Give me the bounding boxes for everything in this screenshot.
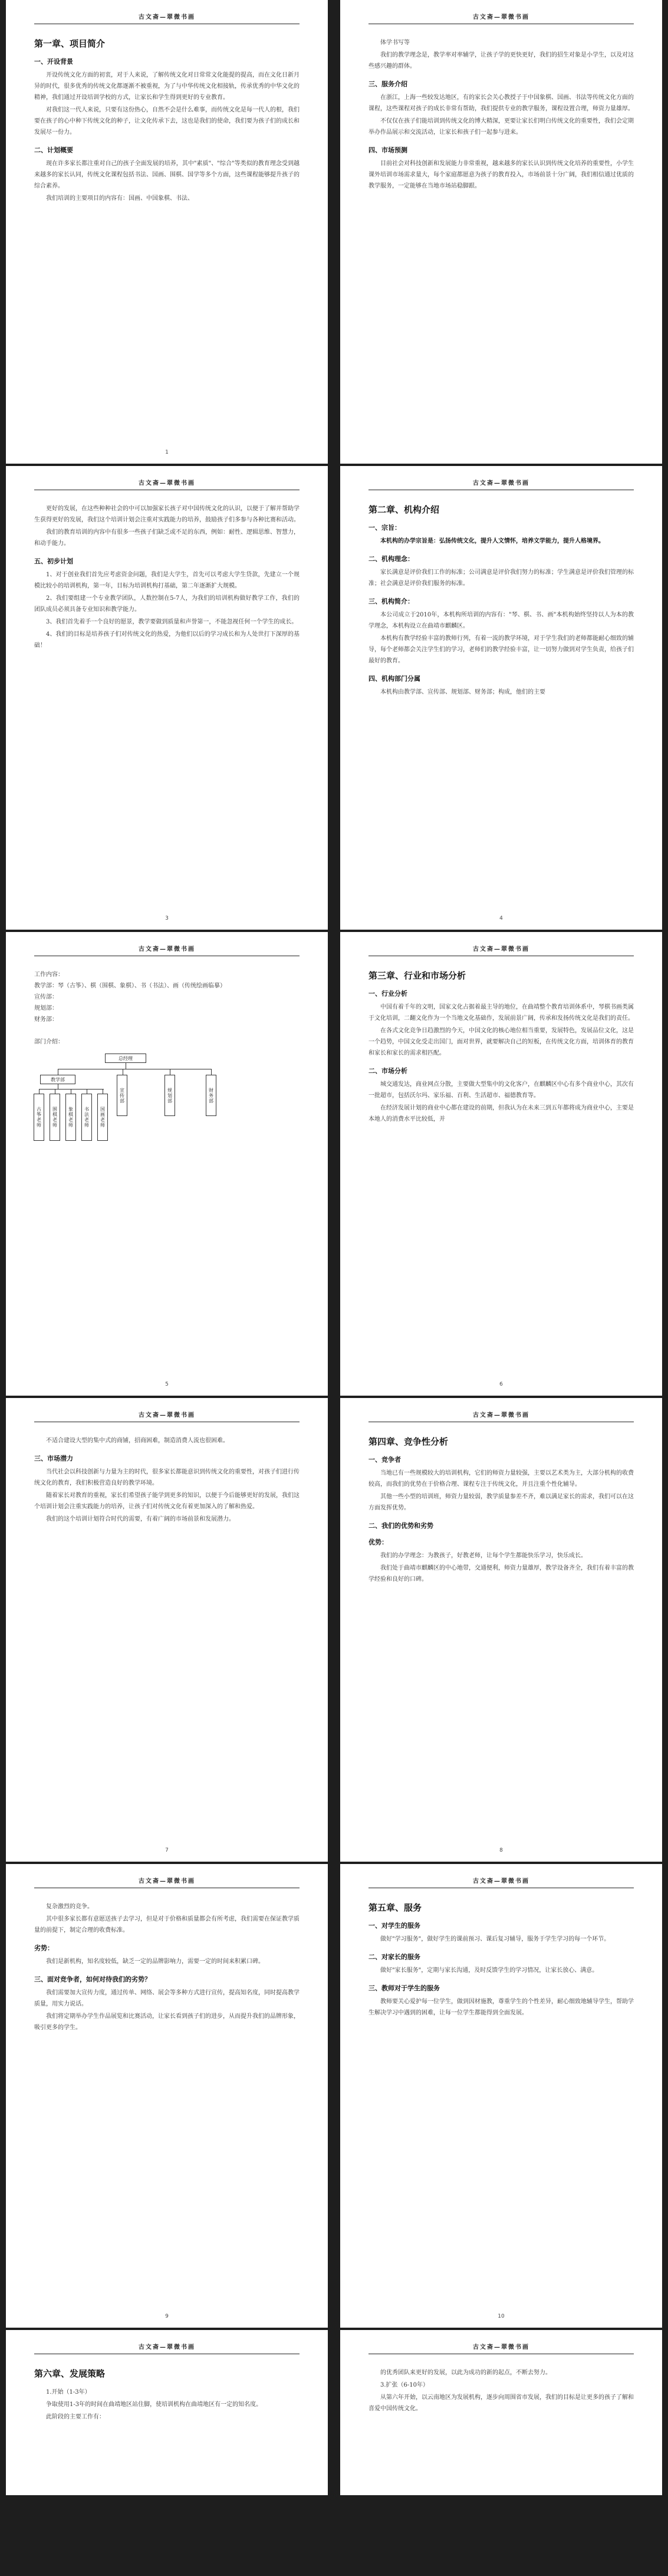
page-number: 10: [498, 2314, 505, 2319]
paragraph: 此阶段的主要工作有：: [46, 2414, 105, 2420]
paragraph: 我们将定期举办学生作品展览和比赛活动，让家长看到孩子们的进步，从而提升我们的品牌形象，吸引更多的学生。: [34, 2013, 300, 2031]
section-heading: 一、行业分析: [368, 990, 407, 997]
paragraph: 更好的发展，在这些种种社会的中可以加强家长孩子对中国传统文化的认识，以便于了解并帮助学生获得更好的发展，我们这个培训计划会注重对实践能力的培养，鼓励孩子们多参与各种比赛和活动。: [34, 506, 300, 523]
org-connector: [211, 1069, 212, 1075]
section-heading: 一、宗旨：: [368, 524, 401, 531]
section-heading: 五、初步计划: [34, 557, 73, 565]
text-line: 部门介绍：: [34, 1039, 64, 1045]
org-node: 古筝老师: [34, 1094, 44, 1141]
paragraph: 1、对于创业我们首先应考虑资金问题，我们是大学生，首先可以考虑大学生贷款，先建立一个规模比较小的培训机构，第一年，目标为培训机构打基础，第二年逐渐扩大规模。: [34, 572, 300, 589]
paragraph: 4、我们的目标是培养孩子们对传统文化的热爱，为他们以后的学习成长和为人处世打下深厚的基础！: [34, 631, 300, 649]
section-heading: 一、竞争者: [368, 1456, 401, 1463]
page-header: 古文斋—翠微书画: [368, 2342, 634, 2354]
text-line: 规划部：: [34, 1005, 58, 1012]
document-page: [6, 932, 328, 1396]
section-heading: 三、教师对于学生的服务: [368, 1984, 440, 1992]
paragraph: 教师要关心爱护每一位学生，做到因材施教，尊重学生的个性差异，耐心细致地辅导学生，帮助学生解决学习中遇到的困难，让每一位学生都能得到全面发展。: [368, 1999, 634, 2016]
chapter-title: 第一章、项目简介: [34, 38, 106, 49]
paragraph: 在各式文化竞争日趋激烈的今天，中国文化的核心地位相当重要，发展特色，发展品位文化，这是一个趋势，中国文化受走出国门，面对世界，就要解决自己的短板，在传统文化方面，培训体育的教育和家长和家长的需求相匹配。: [368, 1028, 634, 1056]
page-header: 古文斋—翠微书画: [34, 1876, 300, 1888]
section-heading: 二、计划概要: [34, 146, 73, 154]
paragraph: 做好"学习服务"，做好学生的课前预习、课后复习辅导，服务于学生学习的每一个环节。: [380, 1936, 610, 1942]
chapter-title: 第五章、服务: [368, 1902, 422, 1913]
page-header: 古文斋—翠微书画: [368, 1410, 634, 1422]
chapter-title: 第二章、机构介绍: [368, 504, 440, 515]
document-page: [340, 1398, 662, 1862]
paragraph: 在浙江，上海一些较发达地区，有的家长会关心教授子于中国象棋、国画、书法等传统文化方面的课程，这些课程对孩子的成长非常有帮助，我们提供专业的教学服务，课程设置合理，师资力量雄厚。: [368, 94, 634, 112]
text-line: 工作内容：: [34, 972, 64, 978]
paragraph: 做好"家长服务"，定期与家长沟通，及时反馈学生的学习情况，让家长放心、满意。: [380, 1967, 598, 1974]
section-heading: 优势：: [368, 1538, 388, 1546]
paragraph: 其中很多家长都有意愿送孩子去学习，但是对于价格和质量都会有所考虑，我们需要在保证教学质量的前提下，制定合理的收费标准。: [34, 1916, 300, 1934]
paragraph: 城交通发达，商业网点分散，主要做大型集中的文化客户，在麒麟区中心有多个商业中心，其次有一批超市，包括沃尔玛、家乐福、百利、生活超市、福德教育等。: [368, 1081, 634, 1099]
org-node: 教学部: [40, 1075, 75, 1084]
org-node: 宣传部: [117, 1075, 127, 1116]
section-heading: 三、机构简介：: [368, 598, 414, 605]
chapter-title: 第四章、竞争性分析: [368, 1436, 449, 1447]
org-node: 国画老师: [97, 1094, 108, 1141]
section-heading: 三、市场潜力: [34, 1455, 73, 1462]
page-header: 古文斋—翠微书画: [368, 1876, 634, 1888]
paragraph: 的优秀团队来更好的发展，以此为成功的新的起点，不断去努力。: [380, 2370, 551, 2376]
page-number: 8: [499, 1847, 503, 1853]
paragraph: 现在许多家长都注重对自己的孩子全面发展的培养，其中"素质"、"综合"等类似的教育理念受到越来越多的家长认同，传统文化课程包括书法、国画、围棋、国学等多个方面，这些课程能够提升孩子的综合素养。: [34, 160, 300, 189]
text-line: 教学部：琴（古筝）、棋（围棋、象棋）、书（书法）、画（传统绘画临摹）: [34, 983, 226, 989]
paragraph: 当代社会以科技创新与力量为主的时代，很多家长都能意识到传统文化的重要性，对孩子们进行传统文化的教育，我们积极营造良好的教学环境。: [34, 1469, 300, 1486]
paragraph: 3.扩张（6-10年）: [380, 2382, 429, 2388]
text-line: 宣传部：: [34, 994, 58, 1000]
page-header: 古文斋—翠微书画: [368, 944, 634, 956]
paragraph: 对我们这一代人来说，只要有这份热心，自然不会是什么难事，而传统文化是每一代人的根，我们要在孩子的心中种下传统文化的种子，让文化传承下去，这也是我们的使命，我们要为孩子们的成长和发展尽一份力。: [34, 107, 300, 136]
paragraph: 我们的这个培训计划符合时代的需要，有着广阔的市场前景和发展潜力。: [46, 1516, 235, 1522]
chapter-title: 第三章、行业和市场分析: [368, 970, 466, 981]
org-chart: [34, 1051, 235, 1169]
text-line: [34, 1025, 300, 1036]
paragraph: 争取使用1-3年的时间在曲靖地区站住脚，使培训机构在曲靖地区有一定的知名度。: [46, 2401, 262, 2408]
document-page: [6, 1398, 328, 1862]
document-page: [340, 466, 662, 930]
page-header: 古文斋—翠微书画: [368, 12, 634, 24]
document-page: [6, 466, 328, 930]
section-heading: 二、对家长的服务: [368, 1953, 420, 1961]
document-page: [6, 2330, 328, 2495]
page-number: 3: [165, 915, 169, 921]
paragraph: 在经济发展计划的商业中心都在建设的前期，但我认为在未来三到五年都将成为商业中心，主要是本地人的消费水平比较低，并: [368, 1105, 634, 1123]
section-heading: 四、机构部门分属: [368, 675, 420, 682]
page-number: 7: [165, 1847, 169, 1853]
paragraph: 本机构由教学部、宣传部、规划部、财务部；构成，他们的主要: [380, 689, 545, 695]
section-heading: 四、市场预测: [368, 146, 407, 154]
section-heading: 劣势：: [34, 1944, 54, 1952]
paragraph: 1.开始（1-3年）: [46, 2389, 91, 2395]
page-number: 5: [165, 1381, 169, 1387]
paragraph: 不适合建设大型的集中式的商铺，招商困难，制造消费人流也很困难。: [46, 1438, 229, 1444]
paragraph: 中国有着千年的文明，国家文化占据着最主导的地位，在曲靖整个教育培训体系中，琴棋书画类属于文化培训，二翻文化作为一个当地文化基础作，发展前景广阔，传承和发扬传统文化是我们的责任。: [368, 1004, 634, 1022]
page-header: 古文斋—翠微书画: [34, 12, 300, 24]
page-header: 古文斋—翠微书画: [34, 1410, 300, 1422]
org-node: 财务部: [206, 1075, 216, 1116]
document-page: [340, 932, 662, 1396]
paragraph: 当地已有一些规模较大的培训机构，它们的师资力量较强，主要以艺术类为主，大部分机构的收费较高，而我们的优势在于价格合理、课程专注于传统文化，并且注重个性化辅导。: [368, 1470, 634, 1488]
document-page: [340, 2330, 662, 2495]
section-heading: 三、面对竞争者，如何对待我们的劣势？: [34, 1976, 151, 1983]
paragraph: 本公司成立于2010年，本机构所培训的内容有："琴、棋、书、画"本机构始终坚持以人为本的教学理念，本机构设立在曲靖市麒麟区。: [368, 612, 634, 629]
paragraph: 我们处于曲靖市麒麟区的中心地带，交通便利，师资力量雄厚，教学设备齐全，我们有着丰富的教学经验和良好的口碑。: [368, 1565, 634, 1583]
org-node: 总经理: [105, 1054, 146, 1063]
org-node: 规划部: [164, 1075, 175, 1116]
paragraph: 我们的办学理念：为教孩子，好教老师，让每个学生都能快乐学习，快乐成长。: [380, 1553, 587, 1559]
section-heading: 二、我们的优势和劣势: [368, 1522, 433, 1530]
paragraph: 不仅仅在孩子们能培训到传统文化的博大精深，更要让家长们明白传统文化的重要性，我们会定期举办作品展示和交流活动，让家长和孩子们一起参与进来。: [368, 118, 634, 136]
section-heading: 二、机构理念：: [368, 555, 414, 563]
document-page: [6, 1864, 328, 2328]
page-number: 1: [165, 449, 169, 455]
page-number: 6: [499, 1381, 503, 1387]
paragraph: 我们的教育培训的内容中有很多一些孩子们缺乏或不足的东西，例如：耐性、逻辑思维、智慧力，和动手能力。: [34, 529, 300, 547]
page-header: 古文斋—翠微书画: [368, 478, 634, 490]
text-line: 财务部：: [34, 1016, 58, 1023]
paragraph: 本机构有教学经验丰富的教师行列，有着一流的教学环境，对于学生我们的老师都能耐心细致的辅导，每个老师都会关注学生们的学习，老师们的教学经验丰富，让一切努力做到对学生负责，给孩子们最好的教育。: [368, 635, 634, 664]
page-number: 9: [165, 2314, 169, 2319]
paragraph: 我们的教学理念是，教学率对率辅学，让孩子学的更快更好，我们的招生对象是小学生，以及对这些感兴趣的群体。: [368, 52, 634, 70]
section-heading: 二、市场分析: [368, 1067, 407, 1075]
paragraph: 2、我们要组建一个专业教学团队，人数控制在5-7人，为我们的培训机构做好教学工作，我们的团队成员必须具备专业知识和教学能力。: [34, 595, 300, 613]
document-page: [340, 0, 662, 464]
document-page: [340, 1864, 662, 2328]
section-heading: 三、服务介绍: [368, 80, 407, 88]
org-node: 围棋老师: [50, 1094, 60, 1141]
paragraph: 我们培训的主要项目的内容有：国画、中国象棋、书法、: [46, 195, 193, 202]
paragraph: 本机构的办学宗旨是：弘扬传统文化，提升人文情怀，培养文学能力，提升人格境界。: [380, 538, 604, 544]
paragraph: 从第六年开始，以云南地区为发展机构，逐步向周围省市发展，我们的目标是让更多的孩子了解和喜爱中国传统文化。: [368, 2394, 634, 2412]
section-heading: 一、开设背景: [34, 58, 73, 65]
page-header: 古文斋—翠微书画: [34, 2342, 300, 2354]
org-node: 书法老师: [81, 1094, 92, 1141]
page-header: 古文斋—翠微书画: [34, 478, 300, 490]
paragraph: 开设传统文化方面的初衷，对于人来说，了解传统文化对日常常文化能提的提高，而在文化日新月异的时代，很多优秀的传统文化都逐渐不被重视，为了与中华传统文化相接轨，传承优秀的中华文化的精神，我们通过开设培训学校的方式，让家长和学生得到更好的专业教育。: [34, 72, 300, 101]
paragraph: 家长满意是评价我们工作的标准；公司满意是评价我们努力的标准；学生满意是评价我们管理的标准；社会满意是评价我们服务的标准。: [368, 569, 634, 587]
org-node: 象棋老师: [65, 1094, 76, 1141]
paragraph: 目前社会对科技创新和发展能力非常重视，越来越多的家长认识到传统文化培养的重要性，小学生课外培训市场需求量大，每个家庭都愿意为孩子的教育投入，市场前景十分广阔，我们相信通过优质的教学服务，一定能够在当地市场站稳脚跟。: [368, 160, 634, 189]
chapter-title: 第六章、发展策略: [34, 2368, 106, 2379]
org-connector: [39, 1089, 104, 1090]
page-number: 4: [499, 915, 503, 921]
paragraph: 3、我们首先着手一个良好的愿景，教学要做到质量和声誉第一，不能忽视任何一个学生的成长。: [46, 619, 298, 625]
paragraph: 其他一些小型的培训班，师资力量较弱，教学质量参差不齐，难以满足家长的需求，我们可以在这方面发挥优势。: [368, 1494, 634, 1511]
paragraph: 我们需要加大宣传力度，通过传单、网络、展会等多种方式进行宣传，提高知名度，同时提高教学质量，用实力说话。: [34, 1990, 300, 2007]
document-page: [6, 0, 328, 464]
paragraph: 随着家长对教育的重视，家长们希望孩子能学到更多的知识，以便于今后能够更好的发展，我们这个培训计划会注重实践能力的培养，让孩子们对传统文化有着更加深入的了解和热爱。: [34, 1492, 300, 1510]
page-header: 古文斋—翠微书画: [34, 944, 300, 956]
paragraph: 我们是新机构，知名度较低，缺乏一定的品牌影响力，需要一定的时间来积累口碑。: [46, 1958, 264, 1965]
section-heading: 一、对学生的服务: [368, 1922, 420, 1929]
paragraph: 复杂激烈的竞争。: [46, 1904, 93, 1910]
paragraph: 体学书写等: [380, 40, 410, 46]
org-connector: [39, 1089, 40, 1094]
